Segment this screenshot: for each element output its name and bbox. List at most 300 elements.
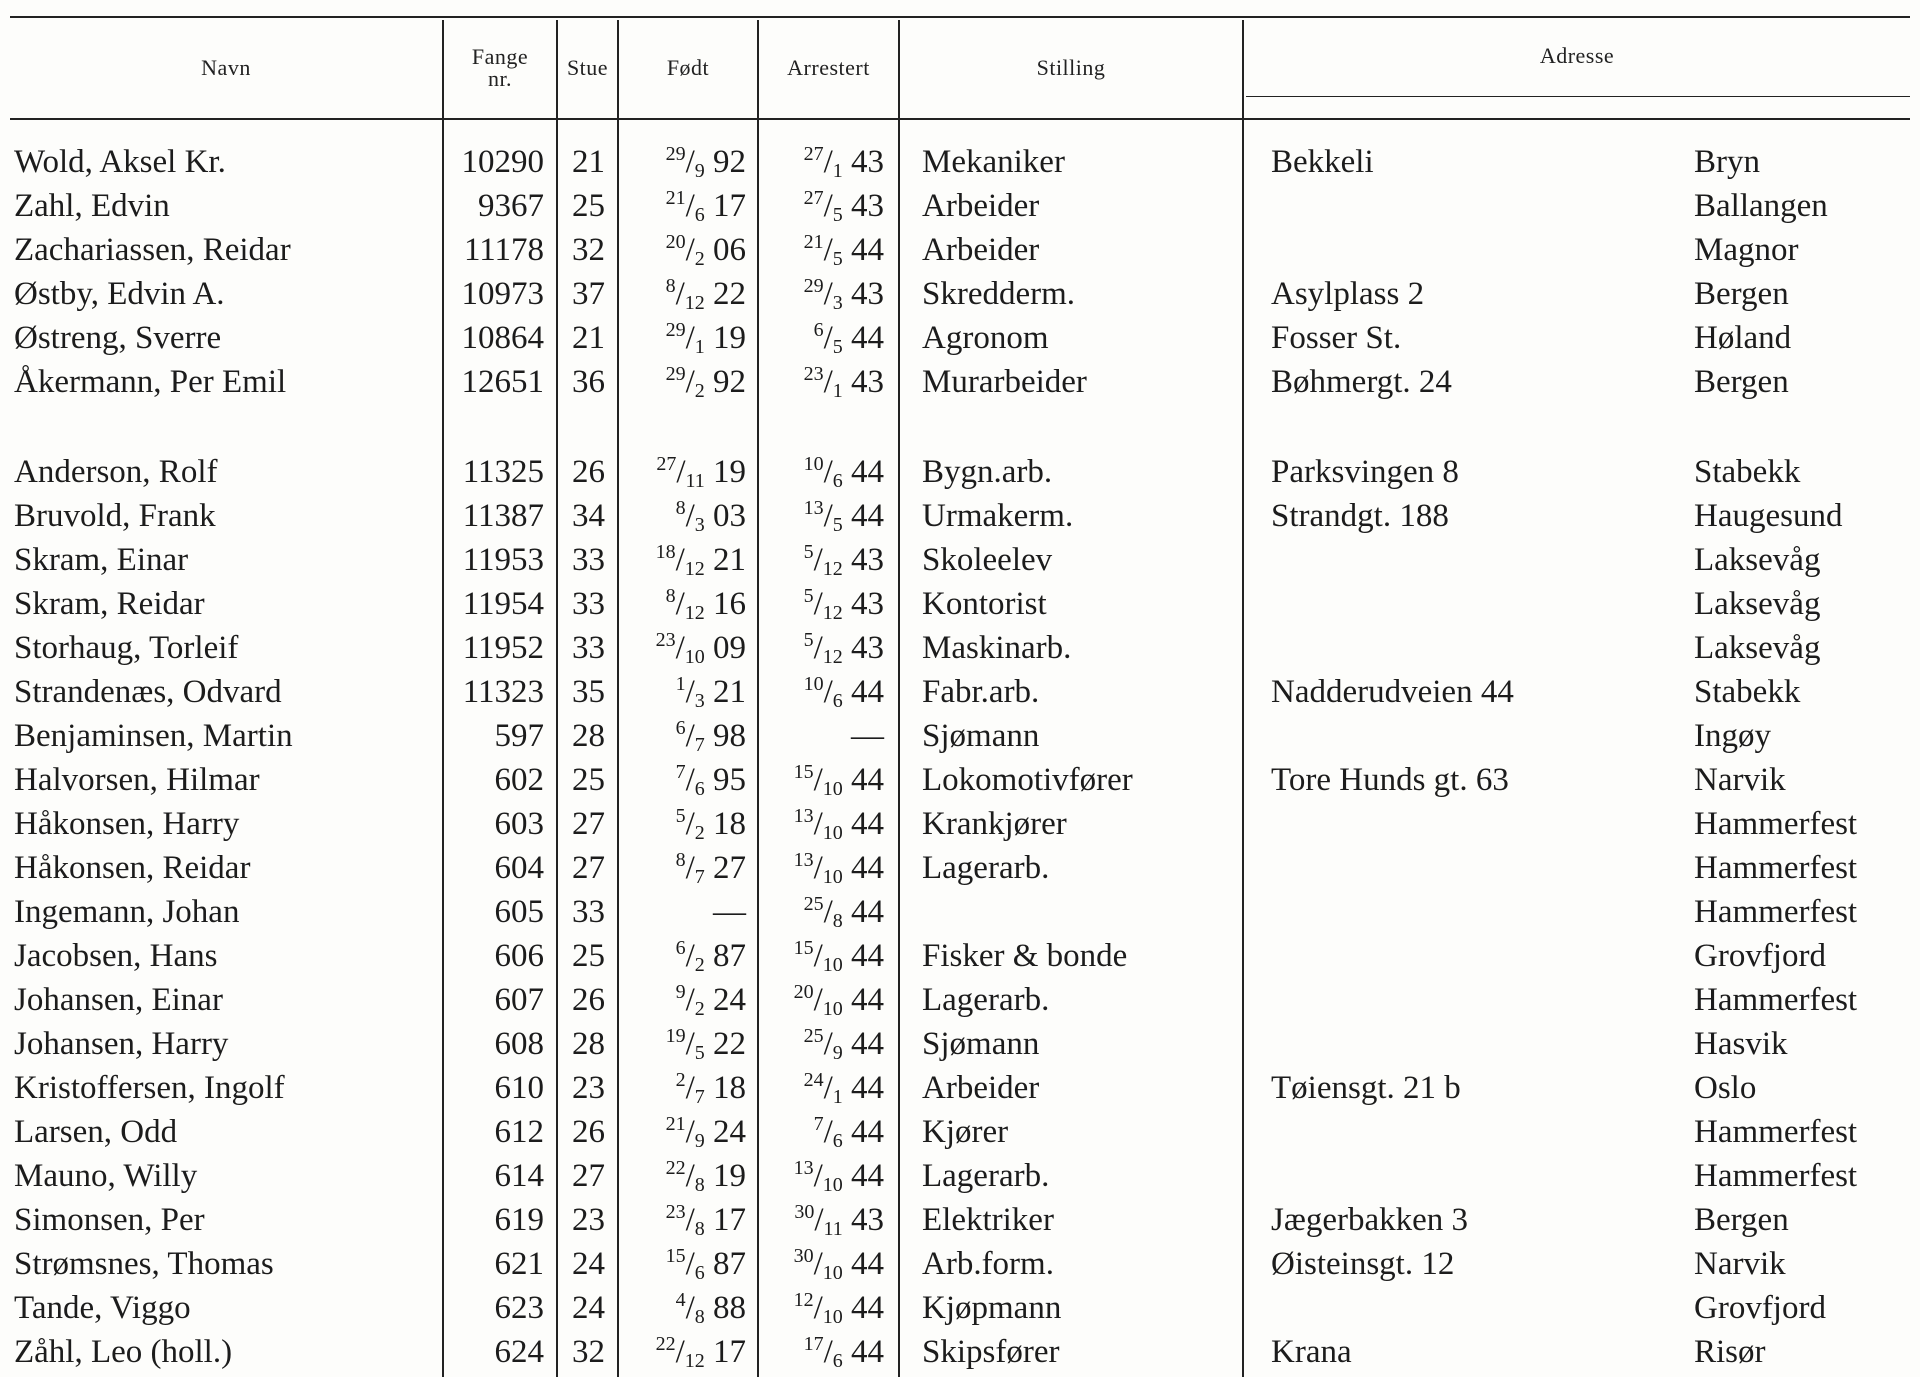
birth-date: $^{23}/_8$ 17 [665, 1201, 746, 1240]
table-row [0, 1198, 1920, 1242]
arrest-date: $^{15}/_{10}$ 44 [793, 761, 884, 800]
adresse-header-underline [1246, 96, 1910, 97]
arrest-date-month: 6 [832, 690, 843, 712]
arrest-date-day: 13 [793, 805, 814, 827]
occupation: Mekaniker [922, 144, 1065, 180]
prisoner-number: 11387 [462, 498, 544, 534]
arrest-date-month: 6 [832, 1350, 843, 1372]
birth-date-day: 9 [675, 981, 686, 1003]
occupation: Murarbeider [922, 364, 1087, 400]
arrest-date-month: 12 [822, 602, 843, 624]
birth-date-month: 2 [694, 822, 705, 844]
table-row [0, 670, 1920, 714]
street-address: Øisteinsgt. 12 [1271, 1246, 1455, 1282]
table-row [0, 184, 1920, 228]
birth-date-year: 92 [704, 144, 746, 180]
arrest-date: $^{30}/_{10}$ 44 [793, 1245, 884, 1284]
arrest-date-day: 5 [803, 629, 814, 651]
birth-date: $^{21}/_6$ 17 [665, 187, 746, 226]
occupation: Sjømann [922, 1026, 1040, 1062]
birth-date-month: 9 [694, 1130, 705, 1152]
room-number: 25 [572, 762, 605, 798]
prisoner-name: Halvorsen, Hilmar [14, 762, 260, 798]
birth-date: $^{20}/_2$ 06 [665, 231, 746, 270]
room-number: 28 [572, 1026, 605, 1062]
birth-date-month: 3 [694, 690, 705, 712]
place-name: Bergen [1694, 364, 1789, 400]
birth-date-year: 87 [704, 938, 746, 974]
arrest-date: $^{17}/_6$ 44 [803, 1333, 884, 1372]
prisoner-number: 607 [494, 982, 544, 1018]
birth-date-day: 29 [665, 143, 686, 165]
arrest-date: $^{20}/_{10}$ 44 [793, 981, 884, 1020]
header-stue-label: Stue [566, 55, 609, 80]
arrest-date-month: 10 [822, 1262, 843, 1284]
birth-date-day: 20 [665, 231, 686, 253]
place-name: Grovfjord [1694, 1290, 1826, 1326]
birth-date-day: 6 [675, 937, 686, 959]
place-name: Magnor [1694, 232, 1799, 268]
top-rule [10, 16, 1910, 18]
table-row [0, 626, 1920, 670]
table-row [0, 890, 1920, 934]
arrest-date-year: 44 [842, 1334, 884, 1370]
prisoner-number: 610 [494, 1070, 544, 1106]
prisoner-number: 608 [494, 1026, 544, 1062]
arrest-date-year: 44 [842, 232, 884, 268]
arrest-date-year: 43 [842, 630, 884, 666]
room-number: 21 [572, 144, 605, 180]
header-fange-label: Fange [471, 44, 529, 69]
birth-date: $^{21}/_9$ 24 [665, 1113, 746, 1152]
arrest-date-month: 6 [832, 1130, 843, 1152]
arrest-date: — [851, 718, 884, 754]
place-name: Haugesund [1694, 498, 1843, 534]
arrest-date-year: 44 [842, 806, 884, 842]
arrest-date-month: 12 [822, 646, 843, 668]
arrest-date-day: 30 [794, 1201, 815, 1223]
birth-date-year: 21 [704, 542, 746, 578]
header-fange-nr [444, 28, 556, 108]
place-name: Ingøy [1694, 718, 1771, 754]
arrest-date-day: 15 [793, 937, 814, 959]
birth-date: $^9/_2$ 24 [675, 981, 746, 1020]
room-number: 33 [572, 542, 605, 578]
birth-date-year: 98 [704, 718, 746, 754]
table-row [0, 582, 1920, 626]
birth-date: $^{15}/_6$ 87 [665, 1245, 746, 1284]
arrest-date-year: 44 [842, 1114, 884, 1150]
birth-date-day: 4 [675, 1289, 686, 1311]
birth-date: $^5/_2$ 18 [675, 805, 746, 844]
street-address: Nadderudveien 44 [1271, 674, 1514, 710]
prisoner-number: 602 [494, 762, 544, 798]
prisoner-name: Anderson, Rolf [14, 454, 218, 490]
arrest-date-day: 12 [793, 1289, 814, 1311]
arrest-date-day: 27 [803, 187, 824, 209]
prisoner-number: 9367 [478, 188, 544, 224]
birth-date-month: 12 [684, 558, 705, 580]
place-name: Stabekk [1694, 674, 1801, 710]
occupation: Skipsfører [922, 1334, 1060, 1370]
arrest-date-year: 44 [842, 454, 884, 490]
header-arrestert-label: Arrestert [787, 55, 870, 80]
birth-date-day: 19 [665, 1025, 686, 1047]
arrest-date-month: 11 [823, 1218, 843, 1240]
arrest-date-year: 43 [842, 1202, 884, 1238]
prisoner-name: Kristoffersen, Ingolf [14, 1070, 285, 1106]
birth-date-month: 10 [684, 646, 705, 668]
prisoner-number: 619 [494, 1202, 544, 1238]
arrest-date-year: 44 [842, 674, 884, 710]
arrest-date-year: 44 [842, 320, 884, 356]
header-stilling [900, 28, 1242, 108]
occupation: Lagerarb. [922, 982, 1050, 1018]
place-name: Bryn [1694, 144, 1760, 180]
birth-date-day: 8 [675, 497, 686, 519]
arrest-date-day: 27 [803, 143, 824, 165]
arrest-date: $^{10}/_6$ 44 [803, 453, 884, 492]
place-name: Grovfjord [1694, 938, 1826, 974]
prisoner-name: Skram, Einar [14, 542, 189, 578]
arrest-date-year: 43 [842, 586, 884, 622]
birth-date-year: 19 [704, 454, 746, 490]
arrest-date-year: 44 [842, 1290, 884, 1326]
arrest-date-day: 5 [803, 541, 814, 563]
occupation: Kontorist [922, 586, 1047, 622]
arrest-date-day: 6 [813, 319, 824, 341]
prisoner-name: Jacobsen, Hans [14, 938, 218, 974]
arrest-date-year: 43 [842, 144, 884, 180]
prisoner-number: 623 [494, 1290, 544, 1326]
arrest-date: $^{30}/_{11}$ 43 [794, 1201, 884, 1240]
birth-date-year: 22 [704, 1026, 746, 1062]
birth-date-day: 23 [665, 1201, 686, 1223]
prisoner-number: 597 [494, 718, 544, 754]
place-name: Risør [1694, 1334, 1766, 1370]
table-row [0, 1022, 1920, 1066]
room-number: 27 [572, 806, 605, 842]
arrest-date-year: 44 [842, 894, 884, 930]
arrest-date: $^{27}/_5$ 43 [803, 187, 884, 226]
occupation: Lagerarb. [922, 850, 1050, 886]
birth-date-month: 12 [684, 292, 705, 314]
prisoner-number: 612 [494, 1114, 544, 1150]
occupation: Arbeider [922, 232, 1040, 268]
arrest-date-year: 43 [842, 276, 884, 312]
birth-date-month: 5 [694, 1042, 705, 1064]
table-row [0, 228, 1920, 272]
place-name: Laksevåg [1694, 586, 1821, 622]
table-row [0, 494, 1920, 538]
room-number: 37 [572, 276, 605, 312]
prisoner-name: Bruvold, Frank [14, 498, 216, 534]
prisoner-name: Åkermann, Per Emil [14, 364, 287, 400]
prisoner-name: Zachariassen, Reidar [14, 232, 291, 268]
arrest-date-day: 15 [793, 761, 814, 783]
birth-date-day: 29 [665, 363, 686, 385]
arrest-date-month: 1 [832, 380, 843, 402]
birth-date-month: 7 [694, 734, 705, 756]
room-number: 34 [572, 498, 605, 534]
table-row [0, 802, 1920, 846]
arrest-date-day: 13 [803, 497, 824, 519]
occupation: Kjører [922, 1114, 1009, 1150]
arrest-date-day: 13 [793, 849, 814, 871]
arrest-date-month: 5 [832, 514, 843, 536]
arrest-date: $^{27}/_1$ 43 [803, 143, 884, 182]
birth-date: $^{22}/_8$ 19 [665, 1157, 746, 1196]
street-address: Parksvingen 8 [1271, 454, 1459, 490]
header-stilling-label: Stilling [1036, 55, 1106, 80]
arrest-date-year: 44 [842, 1070, 884, 1106]
room-number: 26 [572, 454, 605, 490]
arrest-date: $^{13}/_5$ 44 [803, 497, 884, 536]
prisoner-name: Simonsen, Per [14, 1202, 205, 1238]
occupation: Fisker & bonde [922, 938, 1128, 974]
birth-date: $^8/_{12}$ 16 [665, 585, 746, 624]
table-row [0, 1330, 1920, 1374]
prisoner-name: Håkonsen, Harry [14, 806, 240, 842]
birth-date-month: 8 [694, 1174, 705, 1196]
header-fodt [619, 28, 757, 108]
occupation: Sjømann [922, 718, 1040, 754]
birth-date: $^{29}/_9$ 92 [665, 143, 746, 182]
occupation: Kjøpmann [922, 1290, 1062, 1326]
place-name: Hasvik [1694, 1026, 1788, 1062]
birth-date-year: 18 [704, 1070, 746, 1106]
room-number: 27 [572, 1158, 605, 1194]
prisoner-number: 11323 [462, 674, 544, 710]
arrest-date: $^{10}/_6$ 44 [803, 673, 884, 712]
birth-date-year: 19 [704, 320, 746, 356]
arrest-date-day: 20 [793, 981, 814, 1003]
birth-date: $^4/_8$ 88 [675, 1289, 746, 1328]
prisoner-number: 614 [494, 1158, 544, 1194]
birth-date: $^{18}/_{12}$ 21 [655, 541, 746, 580]
birth-date-month: 6 [694, 204, 705, 226]
birth-date: $^{29}/_1$ 19 [665, 319, 746, 358]
place-name: Hammerfest [1694, 982, 1858, 1018]
header-fodt-label: Født [666, 55, 710, 80]
street-address: Strandgt. 188 [1271, 498, 1449, 534]
table-row [0, 1066, 1920, 1110]
birth-date: $^2/_7$ 18 [675, 1069, 746, 1108]
prisoner-name: Storhaug, Torleif [14, 630, 239, 666]
arrest-date-month: 10 [822, 998, 843, 1020]
birth-date-year: 16 [704, 586, 746, 622]
arrest-date-year: 44 [842, 938, 884, 974]
prisoner-name: Wold, Aksel Kr. [14, 144, 226, 180]
birth-date-day: 8 [675, 849, 686, 871]
birth-date: $^6/_2$ 87 [675, 937, 746, 976]
arrest-date-month: 9 [832, 1042, 843, 1064]
prisoner-number: 606 [494, 938, 544, 974]
prisoner-number: 604 [494, 850, 544, 886]
room-number: 24 [572, 1246, 605, 1282]
header-navn [10, 28, 442, 108]
table-row [0, 140, 1920, 184]
birth-date-day: 22 [655, 1333, 676, 1355]
prisoner-number: 624 [494, 1334, 544, 1370]
place-name: Hammerfest [1694, 850, 1858, 886]
prisoner-name: Håkonsen, Reidar [14, 850, 251, 886]
place-name: Høland [1694, 320, 1792, 356]
occupation: Agronom [922, 320, 1049, 356]
arrest-date: $^{13}/_{10}$ 44 [793, 1157, 884, 1196]
prisoner-name: Benjaminsen, Martin [14, 718, 293, 754]
birth-date-day: 21 [665, 187, 686, 209]
table-row [0, 450, 1920, 494]
arrest-date-day: 29 [803, 275, 824, 297]
room-number: 33 [572, 630, 605, 666]
room-number: 33 [572, 586, 605, 622]
occupation: Lokomotivfører [922, 762, 1133, 798]
place-name: Laksevåg [1694, 630, 1821, 666]
room-number: 23 [572, 1202, 605, 1238]
arrest-date: $^6/_5$ 44 [813, 319, 884, 358]
occupation: Urmakerm. [922, 498, 1074, 534]
room-number: 33 [572, 894, 605, 930]
arrest-date-day: 23 [803, 363, 824, 385]
arrest-date: $^{23}/_1$ 43 [803, 363, 884, 402]
place-name: Ballangen [1694, 188, 1828, 224]
arrest-date: $^{13}/_{10}$ 44 [793, 805, 884, 844]
arrest-date-month: 5 [832, 336, 843, 358]
arrest-date-day: 30 [793, 1245, 814, 1267]
prisoner-name: Mauno, Willy [14, 1158, 198, 1194]
birth-date-year: 24 [704, 1114, 746, 1150]
place-name: Hammerfest [1694, 1114, 1858, 1150]
prisoner-name: Ingemann, Johan [14, 894, 240, 930]
birth-date-day: 8 [665, 275, 676, 297]
prisoner-name: Strandenæs, Odvard [14, 674, 282, 710]
table-row [0, 360, 1920, 404]
prisoner-number: 10864 [461, 320, 544, 356]
prisoner-name: Zahl, Edvin [14, 188, 170, 224]
birth-date: $^{23}/_{10}$ 09 [655, 629, 746, 668]
prisoner-number: 621 [494, 1246, 544, 1282]
arrest-date: $^{13}/_{10}$ 44 [793, 849, 884, 888]
birth-date-month: 8 [694, 1218, 705, 1240]
birth-date-month: 12 [684, 1350, 705, 1372]
arrest-date-day: 5 [803, 585, 814, 607]
prisoner-number: 11954 [462, 586, 544, 622]
birth-date-year: 92 [704, 364, 746, 400]
occupation: Maskinarb. [922, 630, 1072, 666]
birth-date-month: 9 [694, 160, 705, 182]
birth-date-year: 17 [704, 1202, 746, 1238]
arrest-date-month: 10 [822, 1306, 843, 1328]
arrest-date: $^{25}/_9$ 44 [803, 1025, 884, 1064]
street-address: Tore Hunds gt. 63 [1271, 762, 1509, 798]
birth-date-year: 17 [704, 188, 746, 224]
birth-date: $^8/_7$ 27 [675, 849, 746, 888]
table-row [0, 272, 1920, 316]
arrest-date: $^{29}/_3$ 43 [803, 275, 884, 314]
birth-date-day: 18 [655, 541, 676, 563]
table-row [0, 758, 1920, 802]
birth-date-day: 8 [665, 585, 676, 607]
occupation: Arbeider [922, 1070, 1040, 1106]
birth-date-year: 21 [704, 674, 746, 710]
arrest-date-month: 1 [832, 1086, 843, 1108]
birth-date-month: 2 [694, 954, 705, 976]
birth-date-day: 1 [675, 673, 686, 695]
occupation: Fabr.arb. [922, 674, 1040, 710]
arrest-date-day: 24 [803, 1069, 824, 1091]
table-row [0, 1154, 1920, 1198]
arrest-date-month: 10 [822, 866, 843, 888]
birth-date: $^7/_6$ 95 [675, 761, 746, 800]
header-navn-label: Navn [201, 55, 251, 80]
arrest-date-year: 44 [842, 982, 884, 1018]
birth-date-day: 15 [665, 1245, 686, 1267]
street-address: Bøhmergt. 24 [1271, 364, 1452, 400]
room-number: 35 [572, 674, 605, 710]
birth-date-month: 1 [694, 336, 705, 358]
header-adresse [1244, 28, 1910, 84]
arrest-date-day: 10 [803, 453, 824, 475]
birth-date-month: 3 [694, 514, 705, 536]
birth-date-year: 19 [704, 1158, 746, 1194]
prisoner-name: Østby, Edvin A. [14, 276, 225, 312]
room-number: 21 [572, 320, 605, 356]
header-stue [558, 28, 617, 108]
prisoner-number: 605 [494, 894, 544, 930]
arrest-date-month: 10 [822, 1174, 843, 1196]
arrest-date-month: 8 [832, 910, 843, 932]
birth-date-year: 95 [704, 762, 746, 798]
birth-date-day: 21 [665, 1113, 686, 1135]
arrest-date-day: 17 [803, 1333, 824, 1355]
birth-date-month: 6 [694, 1262, 705, 1284]
occupation: Lagerarb. [922, 1158, 1050, 1194]
arrest-date-day: 7 [813, 1113, 824, 1135]
room-number: 25 [572, 938, 605, 974]
birth-date-day: 23 [655, 629, 676, 651]
street-address: Tøiensgt. 21 b [1271, 1070, 1461, 1106]
table-row [0, 714, 1920, 758]
birth-date-year: 87 [704, 1246, 746, 1282]
occupation: Arb.form. [922, 1246, 1054, 1282]
place-name: Bergen [1694, 1202, 1789, 1238]
occupation: Skredderm. [922, 276, 1076, 312]
prisoner-number: 11325 [462, 454, 544, 490]
arrest-date-day: 13 [793, 1157, 814, 1179]
birth-date-month: 6 [694, 778, 705, 800]
arrest-date: $^{24}/_1$ 44 [803, 1069, 884, 1108]
birth-date: $^6/_7$ 98 [675, 717, 746, 756]
street-address: Fosser St. [1271, 320, 1402, 356]
prisoner-number: 10290 [461, 144, 544, 180]
birth-date-month: 8 [694, 1306, 705, 1328]
birth-date-day: 5 [675, 805, 686, 827]
prisoner-number: 12651 [461, 364, 544, 400]
street-address: Jægerbakken 3 [1271, 1202, 1469, 1238]
street-address: Bekkeli [1271, 144, 1374, 180]
place-name: Hammerfest [1694, 806, 1858, 842]
room-number: 24 [572, 1290, 605, 1326]
arrest-date-month: 10 [822, 822, 843, 844]
occupation: Krankjører [922, 806, 1067, 842]
arrest-date-month: 10 [822, 954, 843, 976]
occupation: Bygn.arb. [922, 454, 1053, 490]
birth-date-year: 27 [704, 850, 746, 886]
prisoner-name: Tande, Viggo [14, 1290, 191, 1326]
arrest-date: $^{15}/_{10}$ 44 [793, 937, 884, 976]
birth-date-year: 88 [704, 1290, 746, 1326]
